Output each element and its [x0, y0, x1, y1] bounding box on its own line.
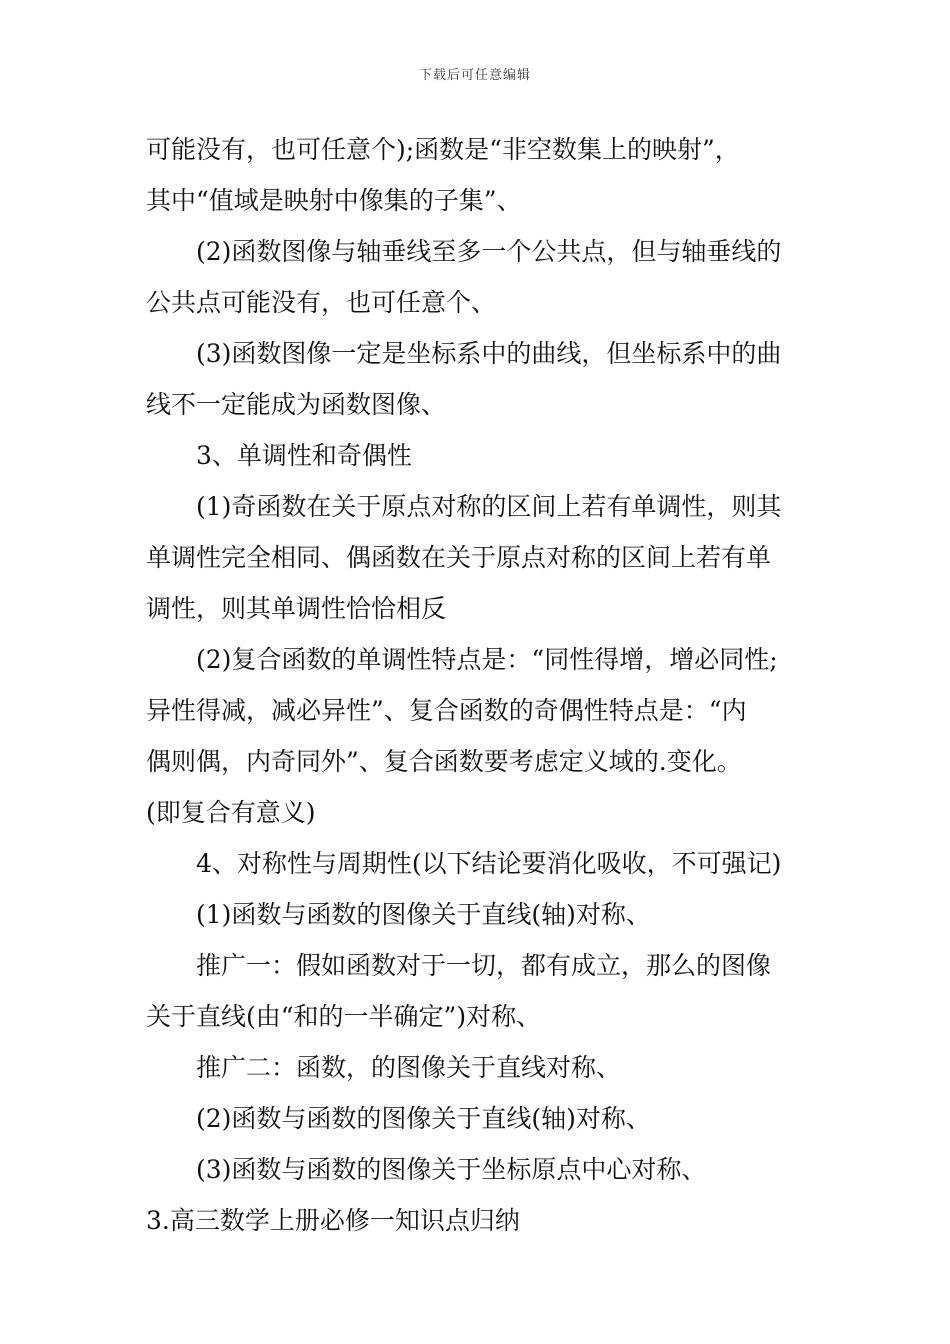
text-line-1: 可能没有，也可任意个);函数是“非空数集上的映射”，: [146, 135, 740, 164]
page-header: 下载后可任意编辑: [418, 68, 531, 83]
text-line-18: 关于直线(由“和的一半确定”)对称、: [146, 1002, 542, 1031]
text-line-9: 单调性完全相同、偶函数在关于原点对称的区间上若有单: [146, 543, 772, 572]
section-heading-monotonicity: 3、单调性和奇偶性: [196, 441, 412, 470]
text-line-12: 异性得减，减必异性”、复合函数的奇偶性特点是：“内: [146, 696, 747, 725]
text-line-3: (2)函数图像与轴垂线至多一个公共点，但与轴垂线的: [196, 237, 782, 266]
text-line-11: (2)复合函数的单调性特点是：“同性得增，增必同性;: [196, 645, 778, 674]
text-line-19: 推广二：函数，的图像关于直线对称、: [196, 1053, 622, 1082]
document-body: [146, 124, 812, 1246]
text-line-10: 调性，则其单调性恰恰相反: [146, 594, 447, 623]
text-line-16: (1)函数与函数的图像关于直线(轴)对称、: [196, 900, 651, 929]
section-heading-symmetry: 4、对称性与周期性(以下结论要消化吸收，不可强记): [196, 849, 782, 878]
text-line-17: 推广一：假如函数对于一切，都有成立，那么的图像: [196, 951, 772, 980]
text-line-5: (3)函数图像一定是坐标系中的曲线，但坐标系中的曲: [196, 339, 782, 368]
text-line-2: 其中“值域是映射中像集的子集”、: [146, 186, 522, 215]
section-heading-summary: 3.高三数学上册必修一知识点归纳: [146, 1206, 520, 1235]
text-line-8: (1)奇函数在关于原点对称的区间上若有单调性，则其: [196, 492, 782, 521]
text-line-13: 偶则偶，内奇同外”、复合函数要考虑定义域的.变化。: [146, 747, 742, 776]
text-line-6: 线不一定能成为函数图像、: [146, 390, 447, 419]
text-line-20: (2)函数与函数的图像关于直线(轴)对称、: [196, 1104, 651, 1133]
text-line-4: 公共点可能没有，也可任意个、: [146, 288, 497, 317]
text-line-14: (即复合有意义): [146, 798, 316, 827]
text-line-21: (3)函数与函数的图像关于坐标原点中心对称、: [196, 1155, 707, 1184]
